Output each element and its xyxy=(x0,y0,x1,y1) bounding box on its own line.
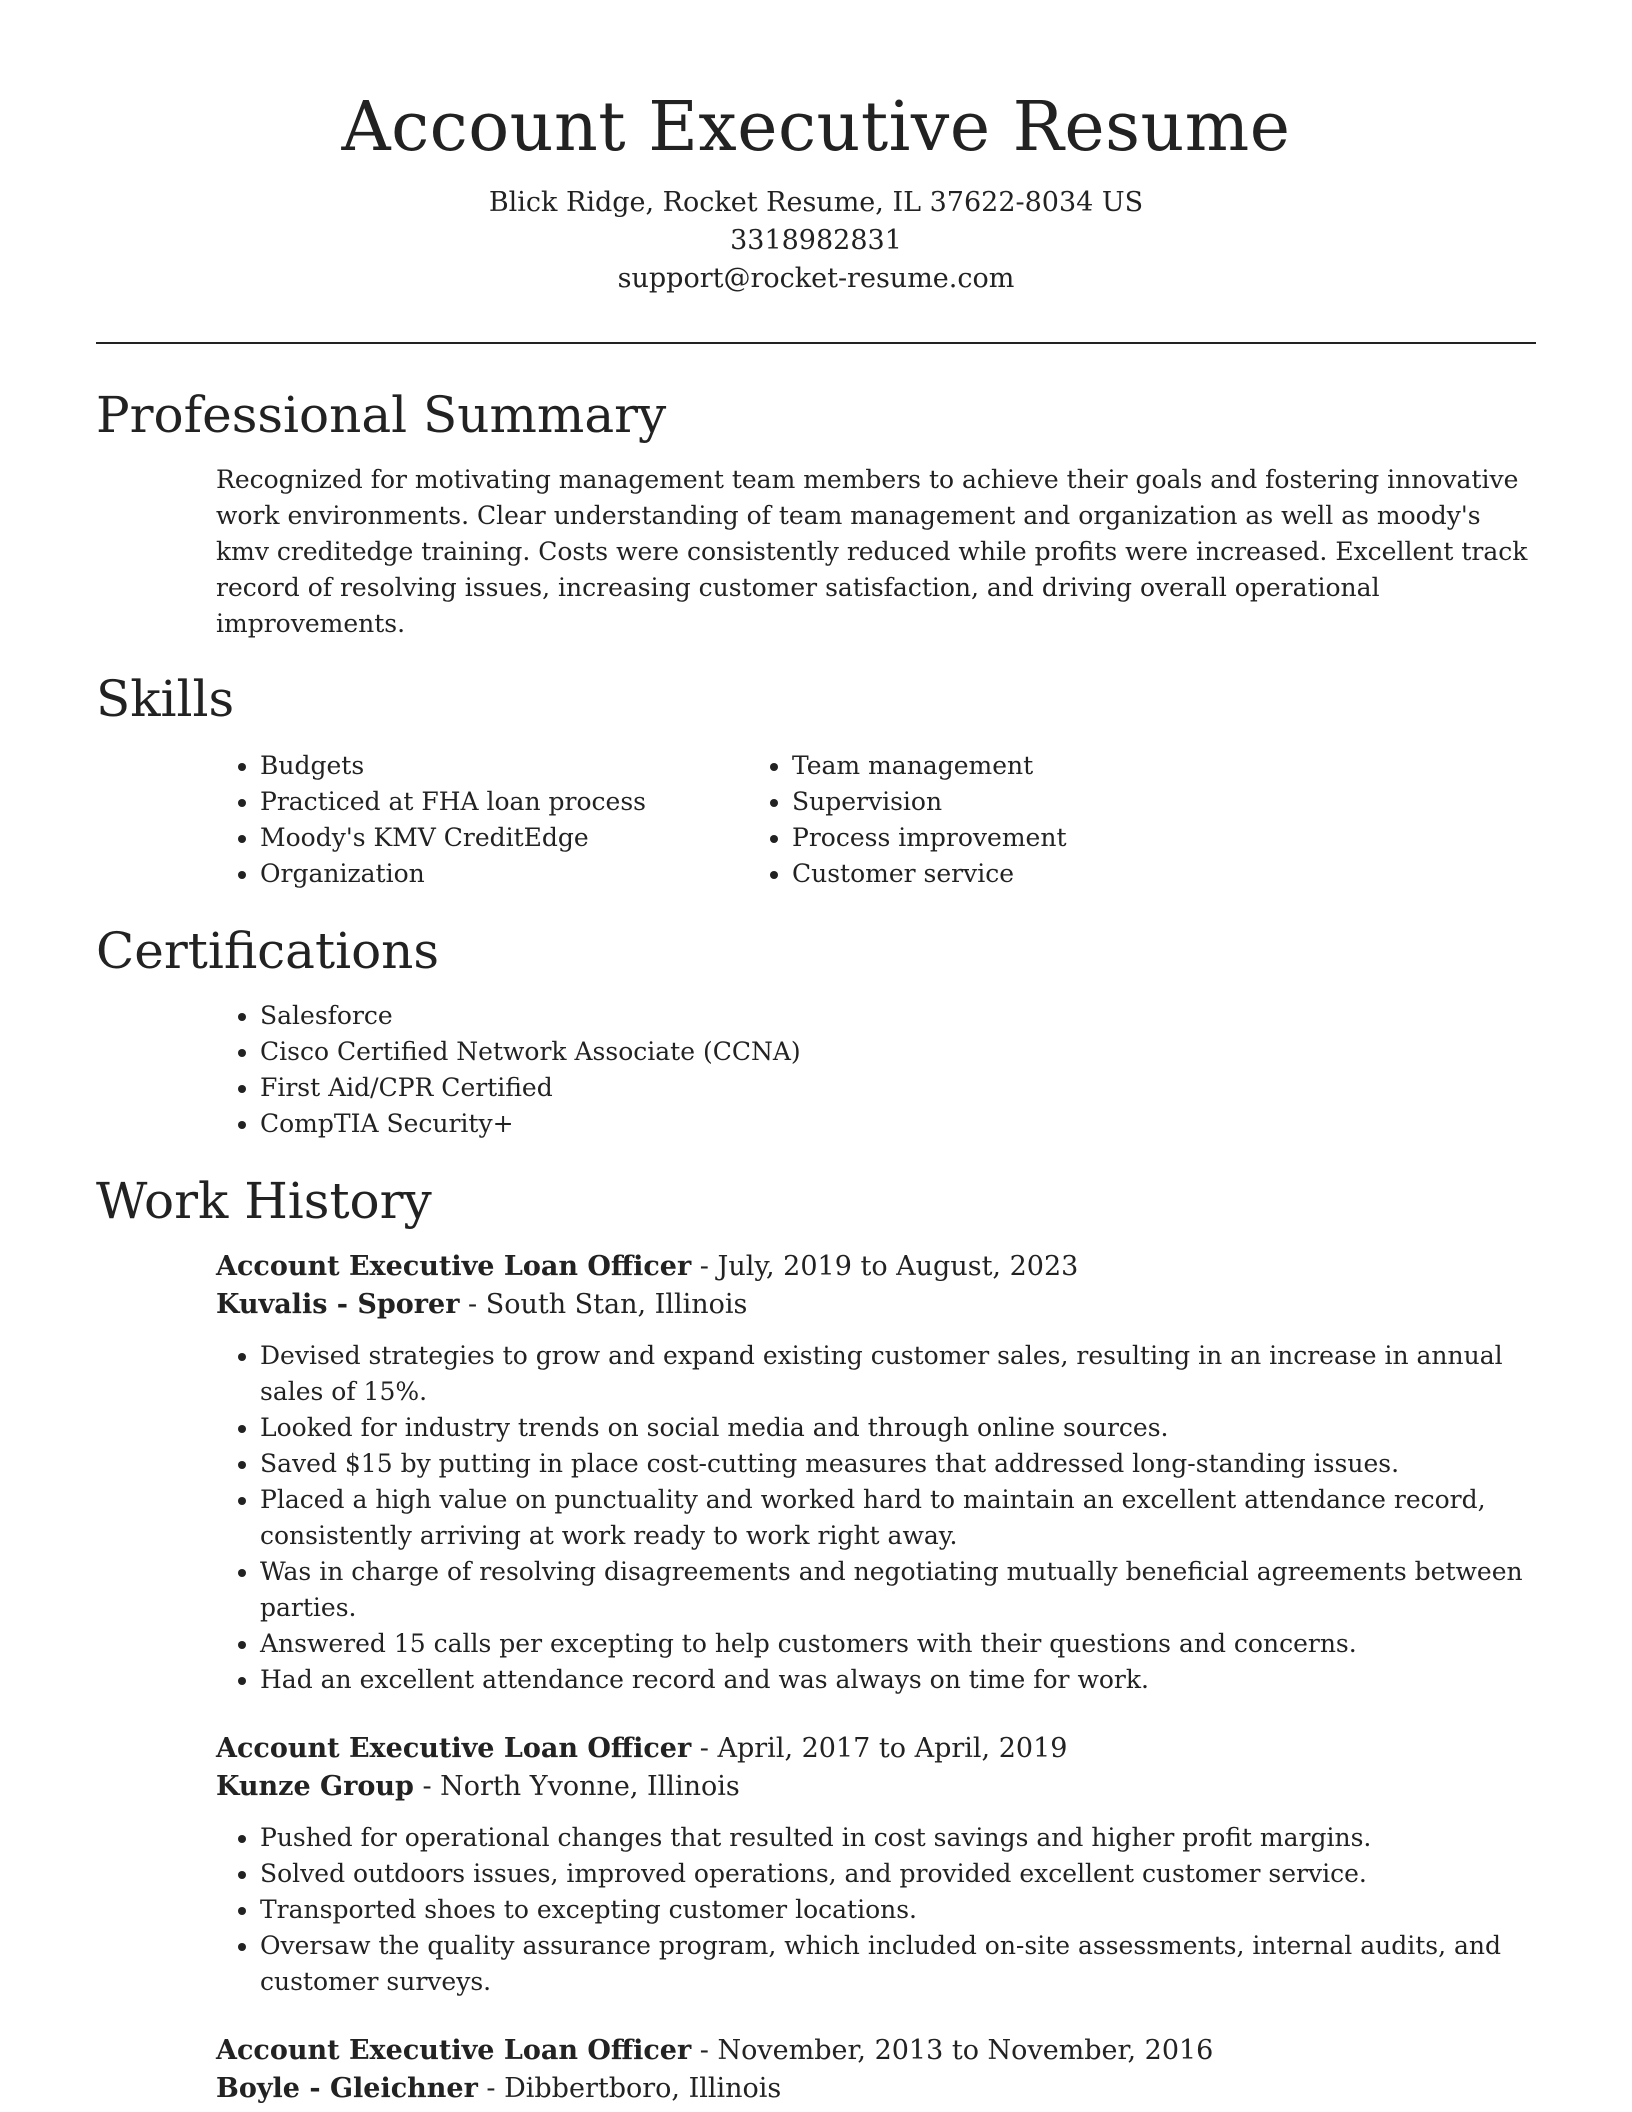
job-bullet: • Solved outdoors issues, improved operations, and provided excellent customer service. xyxy=(260,1856,1536,1892)
certification-item: • First Aid/CPR Certified xyxy=(260,1070,1536,1106)
skills-list-right xyxy=(746,748,1442,892)
skills-section xyxy=(96,664,1536,892)
job-location: - Dibbertboro, Illinois xyxy=(477,2073,782,2104)
job-role: Account Executive Loan Officer xyxy=(216,1733,692,1764)
job-company-line xyxy=(216,1768,1536,1806)
job-bullet: • Pushed for operational changes that resulted in cost savings and higher profit margins. xyxy=(260,1820,1536,1856)
resume-body xyxy=(96,380,1536,2108)
job-title-line xyxy=(216,2032,1536,2070)
skill-item: • Supervision xyxy=(792,784,1442,820)
job-location: - North Yvonne, Illinois xyxy=(413,1771,740,1802)
job-bullet: • Placed a high value on punctuality and worked hard to maintain an excellent attendance record, consistently arriving at work ready to work right away. xyxy=(260,1482,1536,1554)
skills-grid xyxy=(96,748,1536,892)
job-bullet: • Had an excellent attendance record and was always on time for work. xyxy=(260,1662,1536,1698)
job-bullet: • Saved $15 by putting in place cost-cutting measures that addressed long-standing issues. xyxy=(260,1446,1536,1482)
job-entry xyxy=(216,1730,1536,2000)
certifications-list xyxy=(96,998,1536,1142)
job-bullet: • Was in charge of resolving disagreements and negotiating mutually beneficial agreements between parties. xyxy=(260,1554,1536,1626)
job-title-line xyxy=(216,1248,1536,1286)
job-bullets xyxy=(216,1338,1536,1698)
job-bullet: • Answered 15 calls per excepting to help customers with their questions and concerns. xyxy=(260,1626,1536,1662)
job-dates: - July, 2019 to August, 2023 xyxy=(691,1251,1079,1282)
job-role: Account Executive Loan Officer xyxy=(216,2035,692,2066)
job-bullet: • Looked for industry trends on social media and through online sources. xyxy=(260,1410,1536,1446)
skill-item: • Process improvement xyxy=(792,820,1442,856)
job-location: - South Stan, Illinois xyxy=(459,1289,748,1320)
certification-item: • CompTIA Security+ xyxy=(260,1106,1536,1142)
job-company: Kuvalis - Sporer xyxy=(216,1289,460,1320)
certifications-heading: Certifications xyxy=(96,922,440,980)
skill-item: • Practiced at FHA loan process xyxy=(260,784,746,820)
phone: 3318982831 xyxy=(730,225,902,256)
skill-item: • Organization xyxy=(260,856,746,892)
job-company-line xyxy=(216,1286,1536,1324)
job-company: Kunze Group xyxy=(216,1771,414,1802)
job-title-line xyxy=(216,1730,1536,1768)
work-history-heading: Work History xyxy=(96,1172,432,1230)
job-entry xyxy=(216,2032,1536,2108)
skill-item: • Customer service xyxy=(792,856,1442,892)
skills-list-left xyxy=(96,748,746,892)
job-entry xyxy=(216,1248,1536,1698)
certifications-section xyxy=(96,916,1536,1142)
job-role: Account Executive Loan Officer xyxy=(216,1251,692,1282)
summary-section xyxy=(96,380,1536,642)
header-divider xyxy=(96,342,1536,344)
job-dates: - April, 2017 to April, 2019 xyxy=(691,1733,1068,1764)
summary-text: Recognized for motivating management team members to achieve their goals and fostering innovative work environments. Clear understanding of team management and organization as well as moody's kmv creditedge training. Costs were consistently reduced while profits were increased. Excellent track record of resolving issues, increasing customer satisfaction, and driving overall operational improvements. xyxy=(216,465,1528,638)
certification-item: • Cisco Certified Network Associate (CCNA) xyxy=(260,1034,1536,1070)
skill-item: • Team management xyxy=(792,748,1442,784)
resume-title: Account Executive Resume xyxy=(341,88,1291,167)
job-bullet: • Oversaw the quality assurance program, which included on-site assessments, internal audits, and customer surveys. xyxy=(260,1928,1536,2000)
resume-header xyxy=(0,82,1632,298)
summary-heading: Professional Summary xyxy=(96,386,667,444)
certification-item: • Salesforce xyxy=(260,998,1536,1034)
job-bullet: • Transported shoes to excepting customer locations. xyxy=(260,1892,1536,1928)
job-company: Boyle - Gleichner xyxy=(216,2073,478,2104)
job-bullet: • Devised strategies to grow and expand existing customer sales, resulting in an increase in annual sales of 15%. xyxy=(260,1338,1536,1410)
job-bullets xyxy=(216,1820,1536,2000)
email: support@rocket-resume.com xyxy=(617,263,1015,294)
job-dates: - November, 2013 to November, 2016 xyxy=(691,2035,1214,2066)
skill-item: • Moody's KMV CreditEdge xyxy=(260,820,746,856)
job-company-line xyxy=(216,2070,1536,2108)
address: Blick Ridge, Rocket Resume, IL 37622-8034 US xyxy=(488,187,1144,218)
skills-heading: Skills xyxy=(96,670,235,728)
skill-item: • Budgets xyxy=(260,748,746,784)
work-history-section xyxy=(96,1166,1536,2108)
